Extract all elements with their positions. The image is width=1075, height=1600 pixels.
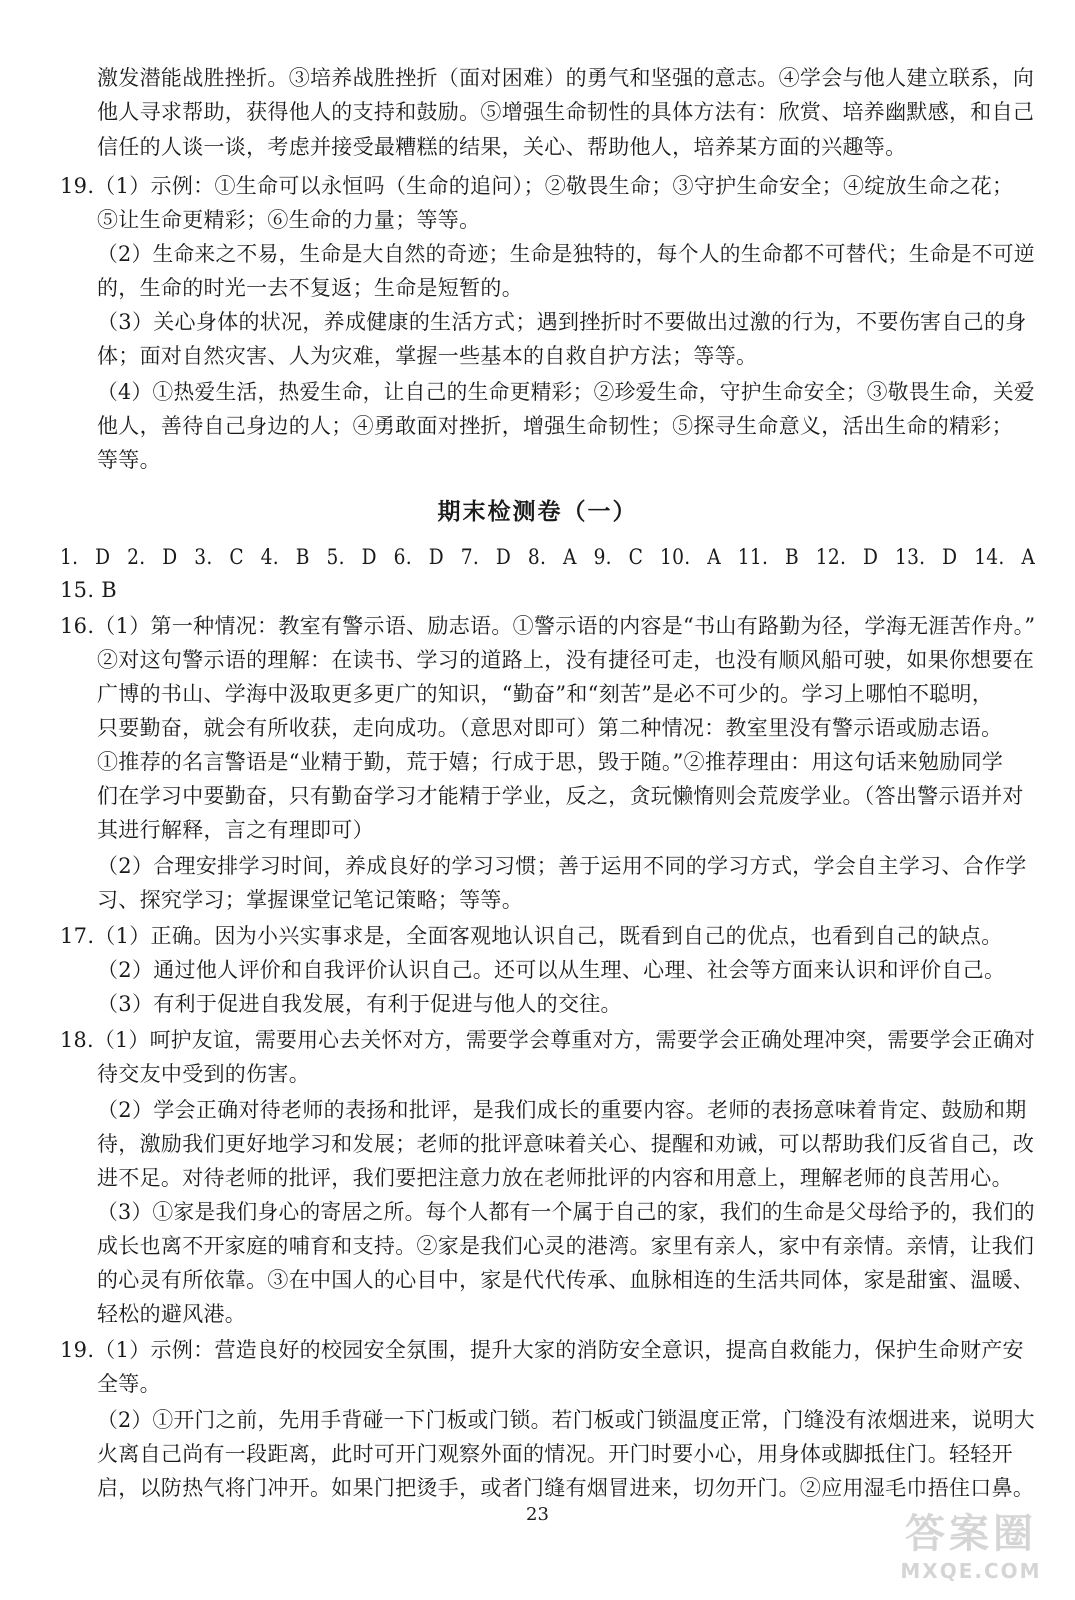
text-line: （2）生命来之不易，生命是大自然的奇迹；生命是独特的，每个人的生命都不可替代；生命是不可逆 <box>97 242 1035 266</box>
answer-key-line: 1. D 2. D 3. C 4. B 5. D 6. D 7. D 8. A 9. C 10. A 11. B 12. D 13. D 14. A <box>60 545 1036 569</box>
text-line: 们在学习中要勤奋，只有勤奋学习才能精于学业，反之，贪玩懒惰则会荒废学业。（答出警示语并对 <box>97 784 1024 808</box>
text-line: 17.（1）正确。因为小兴实事求是，全面客观地认识自己，既看到自己的优点，也看到自己的缺点。 <box>60 924 1003 948</box>
text-line: 他人，善待自己身边的人；④勇敢面对挫折，增强生命韧性；⑤探寻生命意义，活出生命的精彩； <box>97 414 1013 438</box>
watermark-logo-text: 答案圈 <box>905 1511 1037 1557</box>
text-line: ②对这句警示语的理解：在读书、学习的道路上，没有捷径可走，也没有顺风船可驶，如果你想要在 <box>97 648 1035 672</box>
watermark-logo <box>881 1510 1061 1590</box>
text-line: 其进行解释，言之有理即可） <box>97 818 374 842</box>
text-line: 18.（1）呵护友谊，需要用心去关怀对方，需要学会尊重对方，需要学会正确处理冲突，需要学会正确对 <box>60 1028 1036 1052</box>
text-line: 19.（1）示例：营造良好的校园安全氛围，提升大家的消防安全意识，提高自救能力，保护生命财产安 <box>60 1338 1024 1362</box>
text-line: 体；面对自然灾害、人为灾难，掌握一些基本的自救自护方法；等等。 <box>97 344 758 368</box>
text-line: 的心灵有所依靠。③在中国人的心目中，家是代代传承、血脉相连的生活共同体，家是甜蜜、温暖、 <box>97 1268 1035 1292</box>
text-line: （3）有利于促进自我发展，有利于促进与他人的交往。 <box>97 992 622 1016</box>
text-line: 只要勤奋，就会有所收获，走向成功。（意思对即可）第二种情况：教室里没有警示语或励志语。 <box>97 716 1003 740</box>
text-line: （3）①家是我们身心的寄居之所。每个人都有一个属于自己的家，我们的生命是父母给予的，我们的 <box>97 1200 1035 1224</box>
text-line: 轻松的避风港。 <box>97 1302 247 1326</box>
text-line: 19.（1）示例：①生命可以永恒吗（生命的追问）；②敬畏生命；③守护生命安全；④绽放生命之花； <box>60 174 1014 198</box>
text-line: 火离自己尚有一段距离，此时可开门观察外面的情况。开门时要小心，用身体或脚抵住门。轻轻开 <box>97 1442 1013 1466</box>
text-line: （2）①开门之前，先用手背碰一下门板或门锁。若门板或门锁温度正常，门缝没有浓烟进来，说明大 <box>97 1408 1035 1432</box>
text-line: 待，激励我们更好地学习和发展；老师的批评意味着关心、提醒和劝诫，可以帮助我们反省自己，改 <box>97 1132 1035 1156</box>
text-line: 全等。 <box>97 1372 161 1396</box>
text-line: 激发潜能战胜挫折。③培养战胜挫折（面对困难）的勇气和坚强的意志。④学会与他人建立联系，向 <box>97 66 1035 90</box>
text-line: （3）关心身体的状况，养成健康的生活方式；遇到挫折时不要做出过激的行为，不要伤害自己的身 <box>97 310 1027 334</box>
text-line: ①推荐的名言警语是“业精于勤，荒于嬉；行成于思，毁于随。”②推荐理由：用这句话来勉励同学 <box>97 750 1004 774</box>
text-line: 信任的人谈一谈，考虑并接受最糟糕的结果，关心、帮助他人，培养某方面的兴趣等。 <box>97 135 907 159</box>
text-line: 16.（1）第一种情况：教室有警示语、励志语。①警示语的内容是“书山有路勤为径，学海无涯苦作舟。” <box>60 614 1036 638</box>
section-heading: 期末检测卷（一） <box>437 499 638 525</box>
text-line: 广博的书山、学海中汲取更多更广的知识，“勤奋”和“刻苦”是必不可少的。学习上哪怕不聪明， <box>97 682 994 706</box>
watermark-url: MXQE.COM <box>900 1559 1042 1583</box>
text-line: （2）学会正确对待老师的表扬和批评，是我们成长的重要内容。老师的表扬意味着肯定、鼓励和期 <box>97 1098 1027 1122</box>
text-line: ⑤让生命更精彩；⑥生命的力量；等等。 <box>97 208 481 232</box>
text-line: （2）合理安排学习时间，养成良好的学习习惯；善于运用不同的学习方式，学会自主学习、合作学 <box>97 854 1027 878</box>
text-line: 成长也离不开家庭的哺育和支持。②家是我们心灵的港湾。家里有亲人，家中有亲情。亲情，让我们 <box>97 1234 1035 1258</box>
text-line: 待交友中受到的伤害。 <box>97 1062 310 1086</box>
text-line: 他人寻求帮助，获得他人的支持和鼓励。⑤增强生命韧性的具体方法有：欣赏、培养幽默感，和自己 <box>97 100 1035 124</box>
text-line: 的，生命的时光一去不复返；生命是短暂的。 <box>97 276 523 300</box>
text-line: 进不足。对待老师的批评，我们要把注意力放在老师批评的内容和用意上，理解老师的良苦用心。 <box>97 1166 1013 1190</box>
page-number: 23 <box>526 1504 549 1525</box>
text-line: 等等。 <box>97 448 161 472</box>
text-line: （2）通过他人评价和自我评价认识自己。还可以从生理、心理、社会等方面来认识和评价自己。 <box>97 958 1006 982</box>
text-line: 启，以防热气将门冲开。如果门把烫手，或者门缝有烟冒进来，切勿开门。②应用湿毛巾捂住口鼻。 <box>97 1476 1035 1500</box>
answer-key-line: 15. B <box>60 578 118 602</box>
text-line: （4）①热爱生活，热爱生命，让自己的生命更精彩；②珍爱生命，守护生命安全；③敬畏生命，关爱 <box>97 380 1035 404</box>
text-line: 习、探究学习；掌握课堂记笔记策略；等等。 <box>97 888 523 912</box>
